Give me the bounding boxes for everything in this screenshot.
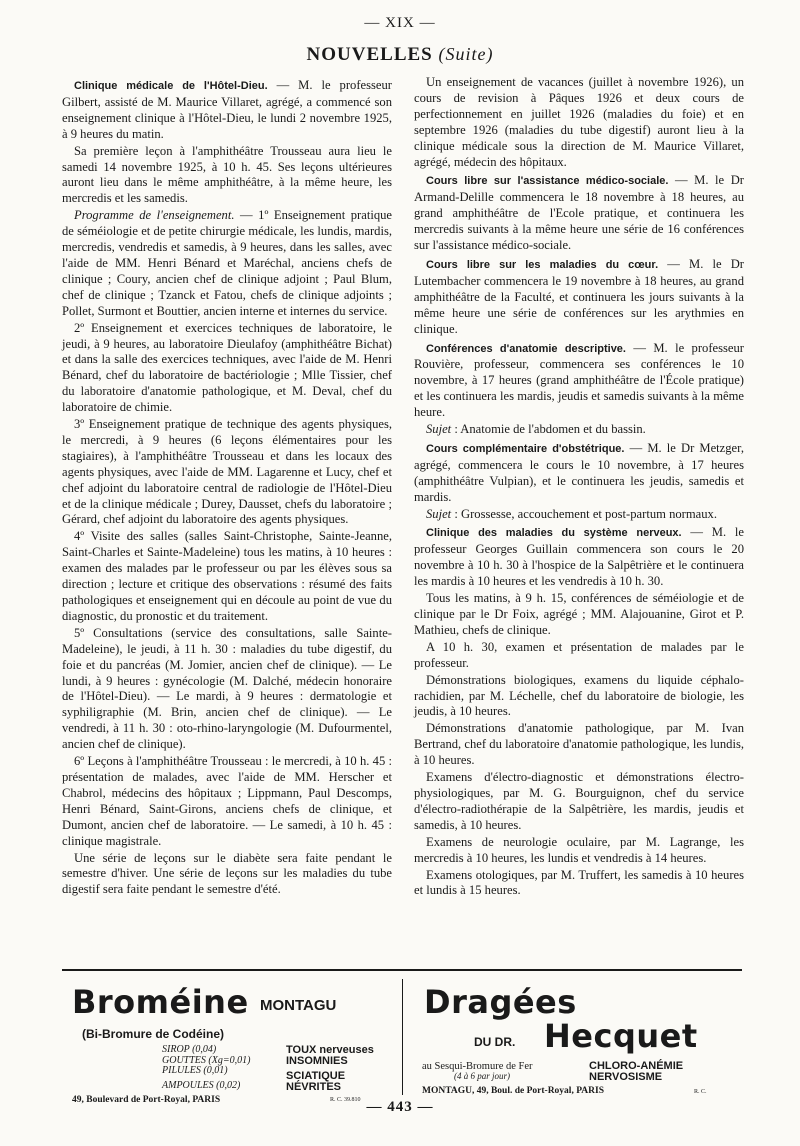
paragraph	[414, 341, 744, 422]
paragraph-heading: Conférences d'anatomie descriptive.	[426, 342, 626, 355]
paragraph-text: — M. le professeur Georges Guillain commencera son cours le 20 novembre à 10 h. 30 à l'hospice de la Salpêtrière et le continuera les mardis à 10 heures et les vendredis à 10 h. 30.	[414, 525, 744, 589]
paragraph	[414, 673, 744, 721]
ad-hecquet-line1b: (4 à 6 par jour)	[454, 1071, 510, 1081]
section-title	[0, 44, 800, 66]
ad-bromeine-address: 49, Boulevard de Port-Royal, PARIS	[72, 1095, 221, 1105]
paragraph-heading: Clinique médicale de l'Hôtel-Dieu.	[74, 80, 268, 92]
paragraph-text: Une série de leçons sur le diabète sera faite pendant le semestre d'hiver. Une série de leçons sur les maladies du tube digestif sera faite pendant le semestre d'été.	[62, 850, 392, 897]
paragraph	[414, 422, 744, 438]
paragraph-text: — M. le professeur Gilbert, assisté de M. Maurice Villaret, agrégé, a commencé son enseignement clinique à l'Hôtel-Dieu, le lundi 2 novembre 1925, à 9 heures du matin.	[62, 78, 392, 141]
paragraph-text: — M. le professeur Rouvière, professeur, commencera ses conférences le 10 novembre, à 17 heures (grand amphithéâtre de l'École pratique) et les continuera les mardis, jeudis et samedis suivants à la même heure.	[414, 340, 744, 420]
ad-bromeine-forms	[162, 1045, 250, 1077]
paragraph-text: 5º Consultations (service des consultations, salle Sainte-Madeleine), le jeudi, à 11 h. 30 : maladies du tube digestif, du foie et du pancréas (M. Jomier, ancien chef de clinique). — Le lundi, à 9 heures : gynécologie (M. Dalché, médecin honoraire de l'Hôtel-Dieu). — Le mardi, à 9 heures : dermatologie et syphiligraphie (M. Brin, ancien chef de clinique). — Le vendredi, à 11 h. 30 : oto-rhino-laryngologie (M. Dufourmentel, ancien chef de clinique).	[62, 625, 392, 752]
ad-hecquet-line1: au Sesqui-Bromure de Fer	[422, 1061, 533, 1072]
paragraph-text: Examens otologiques, par M. Truffert, les samedis à 10 heures et lundis à 15 heures.	[414, 867, 744, 898]
ad-bromeine-indications	[286, 1045, 374, 1067]
paragraph-heading: Cours libre sur les maladies du cœur.	[426, 258, 659, 271]
paragraph	[414, 441, 744, 506]
paragraph	[62, 78, 392, 143]
paragraph	[62, 851, 392, 899]
paragraph	[414, 721, 744, 769]
paragraph	[62, 321, 392, 416]
paragraph-text: : Grossesse, accouchement et post-partum normaux.	[451, 506, 717, 521]
paragraph-text: Sa première leçon à l'amphithéâtre Trousseau aura lieu le samedi 14 novembre 1925, à 10 h. 45. Ses leçons ultérieures auront lieu dans le même amphithéâtre, à la même heure, les mercredis et les samedis.	[62, 143, 392, 206]
ad-form-ampoules: AMPOULES (0,02)	[162, 1080, 241, 1091]
paragraph	[62, 417, 392, 528]
paragraph-text: Un enseignement de vacances (juillet à novembre 1926), un cours de revision à Pâques 1926 et deux cours de perfectionnement en juillet 1926 (maladies du foie) et en septembre 1926 (maladies du tube digestif) auront lieu à la clinique médicale sous la direction de M. Maurice Villaret, agrégé, médecin des hôpitaux.	[414, 75, 744, 169]
ad-indication-insomnies: INSOMNIES	[286, 1055, 348, 1067]
page-roman-numeral: — XIX —	[364, 15, 436, 31]
paragraph	[414, 640, 744, 672]
paragraph	[414, 868, 744, 900]
paragraph	[414, 591, 744, 639]
ad-form-sirop: SIROP (0,04)	[162, 1044, 217, 1055]
paragraph-text: A 10 h. 30, examen et présentation de malades par le professeur.	[414, 639, 744, 670]
ad-bromeine-code: R. C. 39.810	[330, 1097, 361, 1103]
paragraph-text: Examens d'électro-diagnostic et démonstrations électro-physiologiques, par M. G. Bourguignon, chef du service d'électro-radiothérapie de la Salpêtrière, les mardis, jeudis et samedis, à 10 heures.	[414, 770, 744, 832]
paragraph-heading: Cours complémentaire d'obstétrique.	[426, 442, 625, 455]
paragraph-italic-lead: Programme de l'enseignement.	[74, 208, 235, 223]
ad-bromeine	[62, 979, 392, 1105]
ad-hecquet-du-dr: DU DR.	[474, 1035, 516, 1049]
paragraph-text: Démonstrations biologiques, examens du liquide céphalo-rachidien, par M. Léchelle, chef du laboratoire de biologie, les jeudis, à 10 heures.	[414, 672, 744, 719]
ad-bromeine-subtitle: (Bi-Bromure de Codéine)	[82, 1027, 225, 1041]
paragraph-text: 3º Enseignement pratique de technique des agents physiques, le mercredi, à 9 heures (6 leçons élémentaires pour les stagiaires), à l'amphithéâtre Trousseau et dans les locaux des agents physiques, avec l'aide de MM. Lagarenne et Lucy, chef et chef adjoint du laboratoire central de radiologie de l'Hôtel-Dieu et de la clinique médicale ; Durey, Dausset, chefs du laboratoire ; Gérard, chef adjoint du laboratoire des agents physiques.	[62, 417, 392, 527]
paragraph-italic-lead: Sujet	[426, 422, 452, 437]
ad-indication-toux: TOUX nerveuses	[286, 1044, 374, 1056]
paragraph	[62, 626, 392, 753]
ad-hecquet-brand: Dragées	[424, 983, 577, 1021]
paragraph	[414, 75, 744, 170]
paragraph	[62, 529, 392, 624]
paragraph	[62, 208, 392, 319]
ad-indication-nervosisme: NERVOSISME	[589, 1071, 663, 1083]
section-suffix: (Suite)	[438, 44, 494, 64]
paragraph	[62, 144, 392, 208]
ad-hecquet-brand-2: Hecquet	[544, 1017, 698, 1055]
ad-form-gouttes: GOUTTES (Xg=0,01)	[162, 1054, 251, 1066]
paragraph-text: Tous les matins, à 9 h. 15, conférences de séméiologie et de clinique par le Dr Foix, agrégé ; MM. Alajouanine, Girot et P. Mathieu, chefs de clinique.	[414, 591, 744, 637]
ad-bromeine-suffix: MONTAGU	[260, 997, 337, 1014]
ad-hecquet-indications	[589, 1061, 683, 1083]
paragraph	[414, 525, 744, 590]
paragraph	[62, 754, 392, 849]
paragraph	[414, 507, 744, 523]
paragraph-text: — M. le Dr Armand-Delille commencera le 18 novembre à 18 heures, au grand amphithéâtre de l'Ecole pratique, et continuera les mercredis suivants à la même heure une série de 16 conférences sur l'assistance médico-sociale.	[414, 173, 744, 253]
ad-hecquet-address: MONTAGU, 49, Boul. de Port-Royal, PARIS	[422, 1086, 604, 1096]
ad-form-pilules: PILULES (0,01)	[162, 1065, 228, 1076]
ad-indication-chloro: CHLORO-ANÉMIE	[589, 1060, 684, 1072]
paragraph-text: 4º Visite des salles (salles Saint-Christophe, Sainte-Jeanne, Saint-Charles et Sainte-Madeleine) tous les matins, à 10 heures : examen des malades par le professeur ou par les élèves sous sa direction ; lecture et critique des observations : résumé des faits pathologiques et enseignement qui en découle au point de vue du diagnostic, du pronostic et du traitement.	[62, 529, 392, 623]
paragraph-text: — 1º Enseignement pratique de séméiologie et de petite chirurgie médicale, les lundis, mardis, mercredis, vendredis et samedis, à 9 heures, dans les salles, avec l'aide de MM. Henri Bénard et Maréchal, anciens chefs de clinique ; Coury, ancien chef de clinique adjoint ; Paul Blum, chef de clinique ; Tzanck et Fatou, chefs de clinique adjoints ; Pollet, Surmont et Bouttier, ancien interne et internes du service.	[62, 208, 393, 318]
section-title-text: NOUVELLES	[306, 44, 433, 65]
paragraph-text: Démonstrations d'anatomie pathologique, par M. Ivan Bertrand, chef du laboratoire d'anatomie pathologique, les lundis, à 10 heures.	[414, 721, 744, 768]
ad-hecquet	[414, 979, 744, 1097]
ad-indication-sciatique: SCIATIQUE	[286, 1070, 346, 1082]
paragraph-text: — M. le Dr Metzger, agrégé, commencera le cours le 10 novembre, à 17 heures (amphithéâtre Vulpian), et le continuera les jeudis, samedis et mardis.	[414, 440, 744, 504]
ad-bromeine-brand: Broméine	[72, 983, 249, 1021]
paragraph-italic-lead: Sujet	[426, 506, 452, 521]
ad-hecquet-code: R. C.	[694, 1089, 707, 1095]
ad-divider	[402, 979, 403, 1095]
advertisements	[62, 969, 742, 1105]
paragraph	[414, 173, 744, 254]
ad-indication-nevrites: NÉVRITES	[286, 1081, 342, 1093]
right-column	[414, 75, 744, 900]
paragraph-heading: Clinique des maladies du système nerveux.	[426, 527, 682, 540]
paragraph	[414, 770, 744, 834]
paragraph-text: — M. le Dr Lutembacher commencera le 19 novembre à 18 heures, au grand amphithéâtre de la Faculté, et continuera les jours suivants à la même heure une série de conférences sur les arythmies en clinique.	[414, 256, 744, 336]
page-number: — 443 —	[366, 1099, 434, 1115]
paragraph-text: 6º Leçons à l'amphithéâtre Trousseau : le mercredi, à 10 h. 45 : présentation de malades, avec l'aide de MM. Herscher et Chabrol, médecins des hôpitaux ; Lippmann, Paul Descomps, Henri Bénard, Saint-Girons, anciens chefs de clinique, et Dumont, ancien chef de laboratoire. — Le samedi, à 10 h. 45 : clinique magistrale.	[62, 754, 392, 848]
paragraph-heading: Cours libre sur l'assistance médico-sociale.	[426, 175, 669, 188]
paragraph-text: 2º Enseignement et exercices techniques de laboratoire, le jeudi, à 9 heures, au laboratoire Dieulafoy (amphithéâtre Bichat) et dans la salle des exercices techniques, avec l'aide de M. Henri Bénard, chef du laboratoire de bactériologie ; Mlle Tissier, chef du laboratoire d'anatomie pathologique, et M. Deval, chef du laboratoire de chimie.	[62, 320, 392, 415]
paragraph	[414, 257, 744, 338]
paragraph-text: : Anatomie de l'abdomen et du bassin.	[451, 422, 646, 437]
left-column	[62, 75, 392, 899]
paragraph	[414, 835, 744, 867]
paragraph-text: Examens de neurologie oculaire, par M. Lagrange, les mercredis à 10 heures, les lundis et vendredis à 14 heures.	[414, 834, 744, 865]
ad-bromeine-indications-2	[286, 1071, 345, 1093]
